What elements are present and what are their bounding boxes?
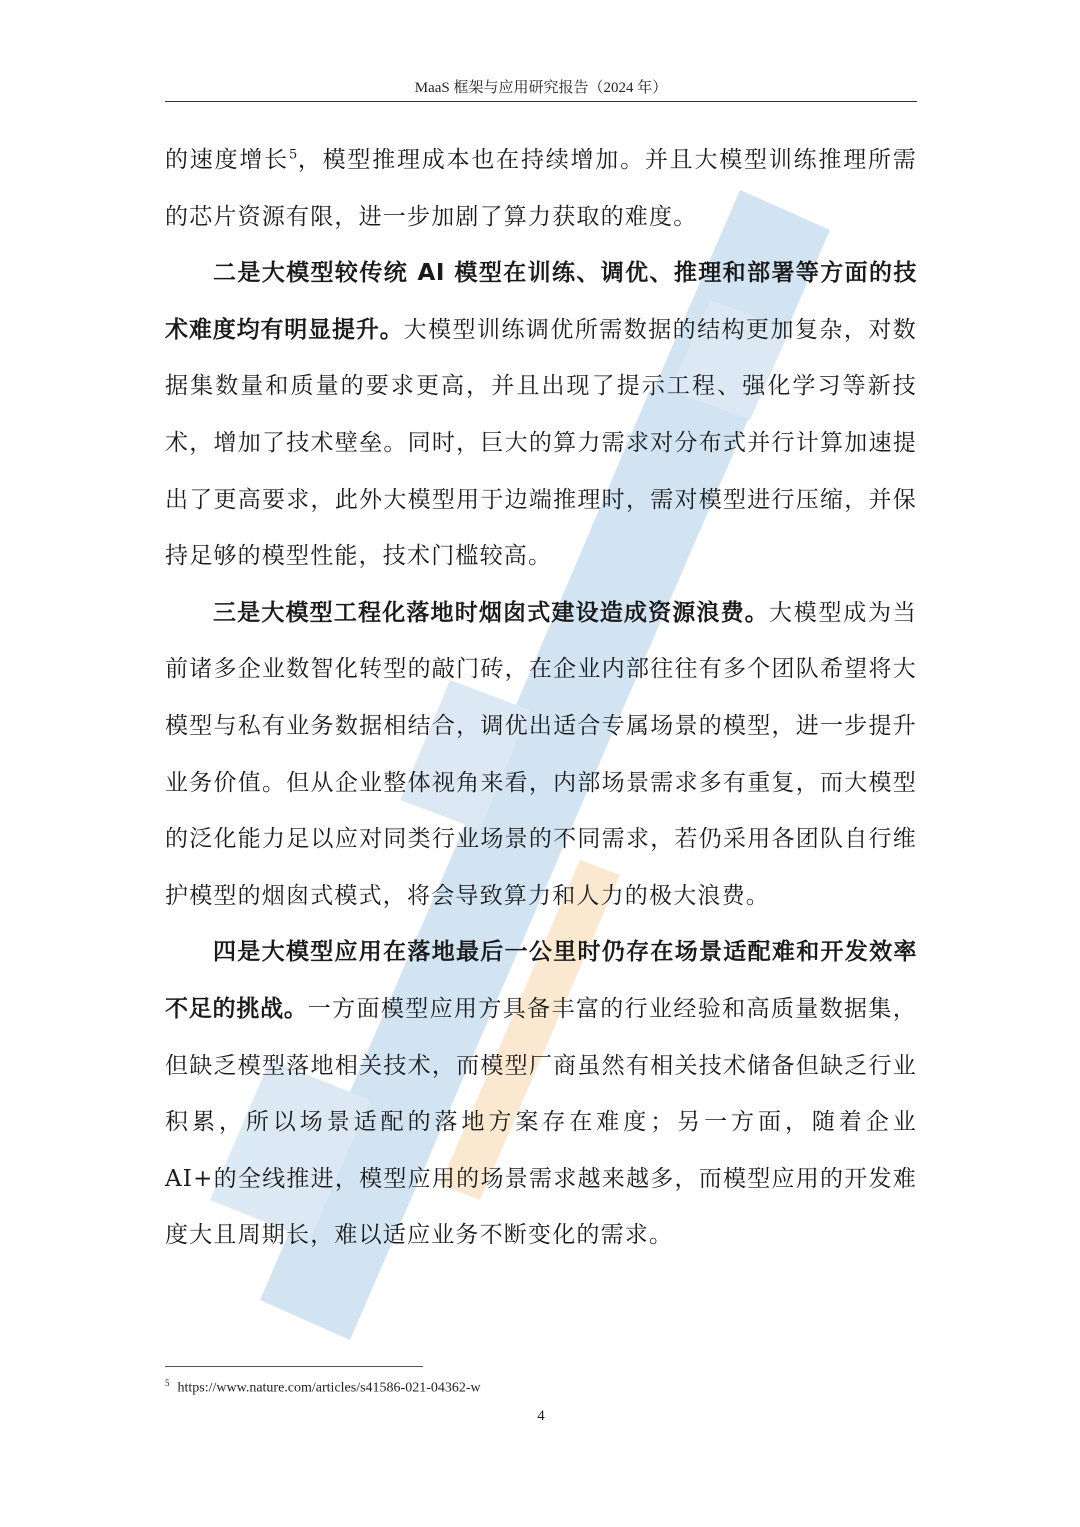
- paragraph-1: [165, 132, 917, 245]
- paragraph-4: [165, 924, 917, 1264]
- paragraph-3-lead: 三是大模型工程化落地时烟囱式建设造成资源浪费。: [213, 599, 769, 626]
- paragraph-4-text: 一方面模型应用方具备丰富的行业经验和高质量数据集，但缺乏模型落地相关技术，而模型厂商虽然有相关技术储备但缺乏行业积累，所以场景适配的落地方案存在难度；另一方面，随着企业 AI+的全线推进，模型应用的场景需求越来越多，而模型应用的开发难度大且周期长，难以适应业务不断变化的需求。: [165, 995, 917, 1249]
- paragraph-3: [165, 585, 917, 925]
- footnote-link[interactable]: https://www.nature.com/articles/s41586-021-04362-w: [177, 1380, 481, 1396]
- running-header: MaaS 框架与应用研究报告（2024 年）: [414, 80, 668, 96]
- paragraph-2-text: 大模型训练调优所需数据的结构更加复杂，对数据集数量和质量的要求更高，并且出现了提示工程、强化学习等新技术，增加了技术壁垒。同时，巨大的算力需求对分布式并行计算加速提出了更高要求，此外大模型用于边端推理时，需对模型进行压缩，并保持足够的模型性能，技术门槛较高。: [165, 316, 918, 570]
- footnote: [165, 1378, 481, 1397]
- paragraph-1-text-a: 的速度增长: [165, 147, 289, 173]
- footnote-divider: [165, 1366, 423, 1367]
- footnote-reference: 5: [288, 147, 298, 163]
- paragraph-4-lead: 四是大模型应用在落地最后一公里时仍存在场景适配难和开发效率不足的挑战。: [165, 939, 917, 1022]
- paragraph-1-text-b: ，模型推理成本也在持续增加。并且大模型训练推理所需的芯片资源有限，进一步加剧了算力获取的难度。: [165, 147, 917, 230]
- footnote-marker: 5: [165, 1378, 170, 1388]
- page-number: 4: [537, 1408, 545, 1424]
- body-text: [165, 132, 917, 1264]
- paragraph-2: [165, 245, 917, 585]
- paragraph-2-lead: 二是大模型较传统 AI 模型在训练、调优、推理和部署等方面的技术难度均有明显提升。: [165, 260, 917, 343]
- paragraph-3-text: 大模型成为当前诸多企业数智化转型的敲门砖，在企业内部往往有多个团队希望将大模型与私有业务数据相结合，调优出适合专属场景的模型，进一步提升业务价值。但从企业整体视角来看，内部场景需求多有重复，而大模型的泛化能力足以应对同类行业场景的不同需求，若仍采用各团队自行维护模型的烟囱式模式，将会导致算力和人力的极大浪费。: [165, 599, 917, 909]
- header-divider: [165, 101, 917, 102]
